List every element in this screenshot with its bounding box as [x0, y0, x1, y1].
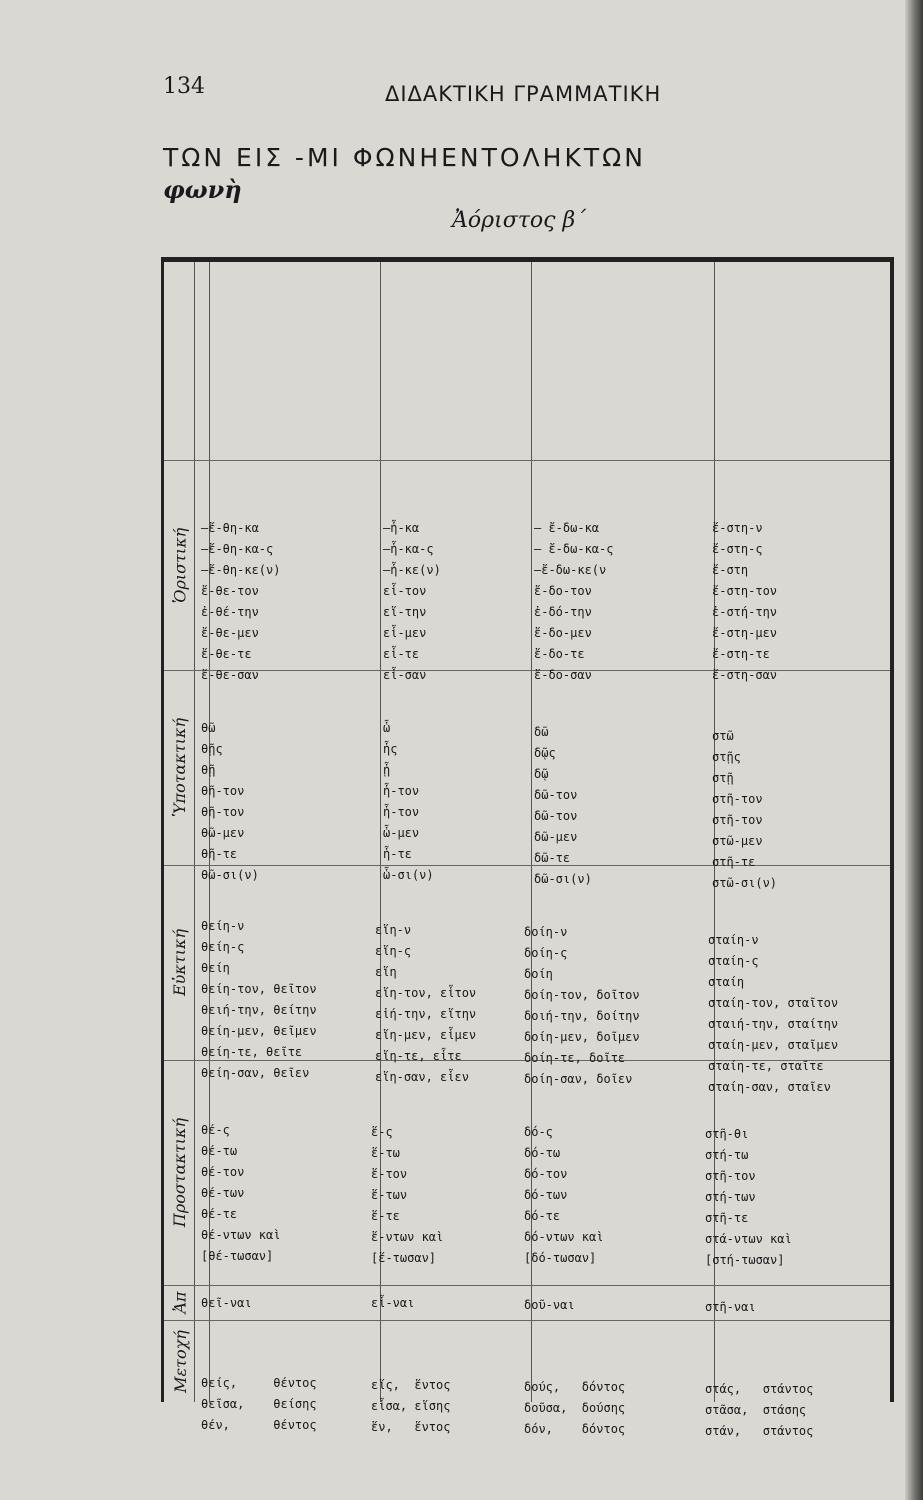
infinitive-histemi: στῆ-ναι: [705, 1300, 756, 1314]
subjunctive-didomi: δῶ δῷς δῷ δῶ-τον δῶ-τον δῶ-μεν δῶ-τε δῶ-σι(ν): [534, 725, 592, 886]
row-divider: [164, 865, 890, 866]
voice-label: φωνὴ: [163, 175, 242, 204]
optative-tithemi: θείη-ν θείη-ς θείη θείη-τον, θεῖτον θειή-την, θείτην θείη-μεν, θεῖμεν θείη-τε, θεῖτε θείη-σαν, θεῖεν: [201, 919, 317, 1080]
row-label-infinitive: Ἀπ: [170, 1291, 190, 1314]
section-heading: ΤΩΝ ΕΙΣ -ΜΙ ΦΩΝΗΕΝΤΟΛΗΚΤΩΝ: [163, 143, 646, 172]
participle-histemi: στάς, στάντος στᾶσα, στάσης στάν, στάντος: [705, 1382, 814, 1438]
imperative-histemi: στῆ-θι στή-τω στῆ-τον στή-των στῆ-τε στά-ντων καὶ [στή-τωσαν]: [705, 1127, 792, 1267]
indicative-didomi: — ἔ-δω-κα — ἔ-δω-κα-ς —ἔ-δω-κε(ν ἔ-δο-τον ἐ-δό-την ἔ-δο-μεν ἔ-δο-τε ἔ-δο-σαν: [534, 521, 614, 682]
row-label-indicative: Ὁριστική: [170, 527, 190, 603]
indicative-tithemi: —ἔ-θη-κα —ἔ-θη-κα-ς —ἔ-θη-κε(ν) ἔ-θε-τον ἐ-θέ-την ἔ-θε-μεν ἔ-θε-τε ἔ-θε-σαν: [201, 521, 281, 682]
infinitive-tithemi: θεῖ-ναι: [201, 1296, 252, 1310]
infinitive-didomi: δοῦ-ναι: [524, 1298, 575, 1312]
subjunctive-hiemi: ὧ ἧς ᾗ ἧ-τον ἧ-τον ὧ-μεν ἧ-τε ὧ-σι(ν): [383, 721, 434, 882]
imperative-didomi: δό-ς δό-τω δό-τον δό-των δό-τε δό-ντων καὶ [δό-τωσαν]: [524, 1125, 604, 1265]
optative-hiemi: εἵη-ν εἵη-ς εἵη εἵη-τον, εἷτον εἱή-την, εἵτην εἵη-μεν, εἷμεν εἵη-τε, εἷτε εἵη-σαν, εἷεν: [375, 923, 477, 1084]
participle-tithemi: θείς, θέντος θεῖσα, θείσης θέν, θέντος: [201, 1376, 317, 1432]
conjugation-table: [161, 257, 894, 1438]
participle-didomi: δούς, δόντος δοῦσα, δούσης δόν, δόντος: [524, 1380, 626, 1436]
optative-didomi: δοίη-ν δοίη-ς δοίη δοίη-τον, δοῖτον δοιή-την, δοίτην δοίη-μεν, δοῖμεν δοίη-τε, δοῖτε δοίη-σαν, δοῖεν: [524, 925, 640, 1086]
row-divider: [164, 460, 890, 461]
page-number: 134: [163, 74, 205, 99]
infinitive-hiemi: εἷ-ναι: [371, 1296, 415, 1310]
indicative-histemi: ἔ-στη-ν ἔ-στη-ς ἔ-στη ἔ-στη-τον ἐ-στή-την ἔ-στη-μεν ἔ-στη-τε ἔ-στη-σαν: [712, 521, 778, 682]
subjunctive-histemi: στῶ στῇς στῇ στῆ-τον στῆ-τον στῶ-μεν στῆ-τε στῶ-σι(ν): [712, 729, 778, 890]
book-spine-shadow: [905, 0, 923, 1500]
row-label-imperative: Προστακτική: [170, 1117, 190, 1228]
row-label-subjunctive: Ὑποτακτική: [170, 717, 190, 818]
optative-histemi: σταίη-ν σταίη-ς σταίη σταίη-τον, σταῖτον σταιή-την, σταίτην σταίη-μεν, σταῖμεν σταίη-τε, σταῖτε σταίη-σαν, σταῖεν: [708, 933, 839, 1094]
imperative-tithemi: θέ-ς θέ-τω θέ-τον θέ-των θέ-τε θέ-ντων καὶ [θέ-τωσαν]: [201, 1123, 281, 1263]
subjunctive-tithemi: θῶ θῇς θῇ θῆ-τον θῆ-τον θῶ-μεν θῆ-τε θῶ-σι(ν): [201, 721, 259, 882]
tense-label: Ἀόριστος β΄: [452, 208, 587, 233]
indicative-hiemi: —ἧ-κα —ἧ-κα-ς —ἧ-κε(ν) εἷ-τον εἵ-την εἷ-μεν εἷ-τε εἷ-σαν: [383, 521, 441, 682]
row-divider: [164, 1320, 890, 1321]
column-divider: [194, 262, 195, 1402]
participle-hiemi: εἵς, ἕντος εἷσα, εἵσης ἕν, ἕντος: [371, 1378, 451, 1434]
imperative-hiemi: ἕ-ς ἕ-τω ἕ-τον ἕ-των ἕ-τε ἕ-ντων καὶ [ἕ-τωσαν]: [371, 1125, 444, 1265]
row-label-optative: Εὐκτική: [170, 928, 190, 997]
running-head: ΔΙΔΑΚΤΙΚΗ ΓΡΑΜΜΑΤΙΚΗ: [385, 82, 662, 106]
row-label-participle: Μετοχή: [170, 1329, 190, 1393]
